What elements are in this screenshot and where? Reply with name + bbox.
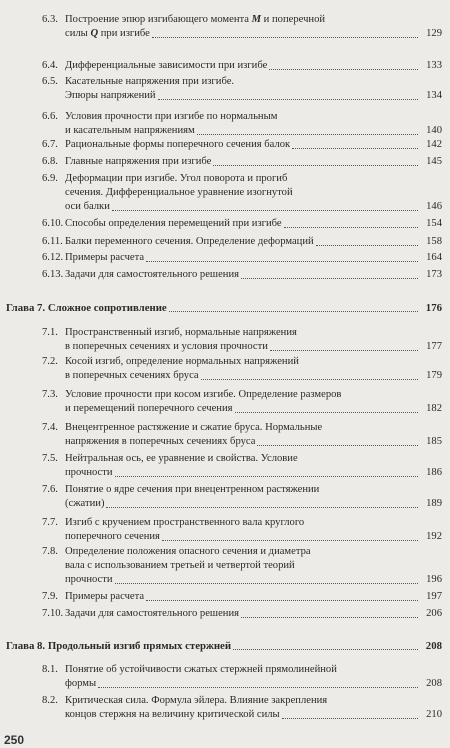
dot-leader (162, 540, 418, 541)
toc-entry-number: 7.3. (42, 389, 58, 400)
dot-leader (284, 227, 418, 228)
toc-entry-title: Определение положения опасного сечения и диаметра (65, 546, 311, 557)
dot-leader (152, 37, 418, 38)
toc-entry-title: Косой изгиб, определение нормальных напряжений (65, 356, 299, 367)
toc-page-number: 196 (426, 574, 442, 585)
toc-entry-number: 6.13. (42, 269, 64, 280)
toc-entry-title: Балки переменного сечения. Определение деформаций (65, 236, 314, 247)
dot-leader (270, 350, 418, 351)
toc-page-number: 192 (426, 531, 442, 542)
dot-leader (201, 379, 418, 380)
toc-entry-title: оси балки (65, 201, 110, 212)
toc-entry-title: Внецентренное растяжение и сжатие бруса. Нормальные (65, 422, 323, 433)
page-number: 250 (4, 733, 25, 747)
dot-leader (115, 583, 418, 584)
toc-entry-title: Глава 7. Сложное сопротивление (6, 302, 167, 314)
toc-entry-title: Главные напряжения при изгибе (65, 156, 212, 167)
dot-leader (98, 687, 418, 688)
toc-entry-title: формы (65, 678, 97, 689)
toc-page-number: 164 (426, 252, 442, 263)
dot-leader (292, 148, 418, 149)
toc-entry-title: Условия прочности при изгибе по нормальным (65, 111, 278, 122)
toc-entry-title: Примеры расчета (65, 252, 145, 263)
toc-page-number: 134 (426, 90, 442, 101)
dot-leader (197, 134, 418, 135)
toc-entry-number: 7.9. (42, 591, 58, 602)
dot-leader (257, 445, 418, 446)
toc-entry-title: Изгиб с кручением пространственного вала круглого (65, 517, 305, 528)
toc-entry-title: концов стержня на величину критической силы (65, 709, 280, 720)
toc-page-number: 179 (426, 370, 442, 381)
toc-entry-title: силы Q при изгибе (65, 28, 150, 39)
dot-leader (316, 245, 418, 246)
toc-entry-number: 6.7. (42, 139, 58, 150)
dot-leader (169, 311, 418, 312)
toc-entry-number: 6.5. (42, 76, 58, 87)
toc-entry-title: поперечного сечения (65, 531, 160, 542)
toc-entry-number: 6.6. (42, 111, 58, 122)
toc-entry-title: Примеры расчета (65, 591, 145, 602)
toc-entry-title: Условие прочности при косом изгибе. Определение размеров (65, 389, 342, 400)
toc-entry-title: Пространственный изгиб, нормальные напряжения (65, 327, 297, 338)
toc-entry-title: вала с использованием третьей и четвертой теорий (65, 560, 295, 571)
dot-leader (235, 412, 418, 413)
dot-leader (146, 600, 418, 601)
toc-entry-title: прочности (65, 574, 113, 585)
toc-page-number: 186 (426, 467, 442, 478)
toc-entry-title: (сжатии) (65, 498, 105, 509)
toc-entry-number: 7.5. (42, 453, 58, 464)
toc-page-number: 177 (426, 341, 442, 352)
dot-leader (213, 165, 418, 166)
toc-entry-title: Дифференциальные зависимости при изгибе (65, 60, 268, 71)
toc-entry-number: 7.7. (42, 517, 58, 528)
toc-page-number: 208 (426, 678, 442, 689)
toc-entry-title: Способы определения перемещений при изгибе (65, 218, 282, 229)
toc-entry-title: Деформации при изгибе. Угол поворота и прогиб (65, 173, 288, 184)
toc-page-number: 206 (426, 608, 442, 619)
dot-leader (241, 278, 418, 279)
toc-entry-number: 6.9. (42, 173, 58, 184)
dot-leader (269, 69, 418, 70)
toc-page-number: 145 (426, 156, 442, 167)
toc-entry-title: и перемещений поперечного сечения (65, 403, 233, 414)
toc-page-number: 176 (425, 302, 442, 314)
toc-page-number: 129 (426, 28, 442, 39)
toc-page-number: 140 (426, 125, 442, 136)
toc-entry-number: 7.6. (42, 484, 58, 495)
toc-page-number: 208 (425, 640, 442, 652)
toc-page-number: 133 (426, 60, 442, 71)
toc-entry-title: Критическая сила. Формула эйлера. Влияние закрепления (65, 695, 328, 706)
toc-page-number: 146 (426, 201, 442, 212)
toc-entry-number: 7.10. (42, 608, 64, 619)
toc-entry-number: 6.11. (42, 236, 63, 247)
dot-leader (106, 507, 418, 508)
toc-entry-number: 6.12. (42, 252, 64, 263)
toc-page-number: 154 (426, 218, 442, 229)
toc-entry-number: 6.4. (42, 60, 58, 71)
toc-entry-title: Нейтральная ось, ее уравнение и свойства. Условие (65, 453, 298, 464)
toc-entry-number: 6.3. (42, 14, 58, 25)
toc-entry-number: 7.1. (42, 327, 58, 338)
toc-entry-title: прочности (65, 467, 113, 478)
toc-entry-number: 8.2. (42, 695, 58, 706)
toc-page-number: 158 (426, 236, 442, 247)
toc-entry-title: в поперечных сечениях и условия прочности (65, 341, 268, 352)
toc-entry-number: 6.8. (42, 156, 58, 167)
toc-page-number: 185 (426, 436, 442, 447)
toc-entry-number: 7.8. (42, 546, 58, 557)
toc-entry-title: Задачи для самостоятельного решения (65, 608, 239, 619)
toc-entry-title: Построение эпюр изгибающего момента M и поперечной (65, 14, 326, 25)
toc-entry-title: сечения. Дифференциальное уравнение изогнутой (65, 187, 293, 198)
toc-page-number: 182 (426, 403, 442, 414)
dot-leader (233, 649, 418, 650)
dot-leader (115, 476, 418, 477)
toc-page-number: 197 (426, 591, 442, 602)
toc-page-number: 189 (426, 498, 442, 509)
toc-entry-title: Рациональные формы поперечного сечения балок (65, 139, 291, 150)
toc-entry-number: 7.4. (42, 422, 58, 433)
toc-entry-title: Глава 8. Продольный изгиб прямых стержней (6, 640, 232, 652)
toc-page-number: 142 (426, 139, 442, 150)
dot-leader (241, 617, 418, 618)
toc-page-number: 210 (426, 709, 442, 720)
toc-entry-title: и касательным напряжениям (65, 125, 195, 136)
dot-leader (282, 718, 418, 719)
dot-leader (158, 99, 418, 100)
toc-entry-title: Касательные напряжения при изгибе. (65, 76, 235, 87)
toc-entry-title: напряжения в поперечных сечениях бруса (65, 436, 256, 447)
toc-entry-title: Понятие о ядре сечения при внецентренном растяжении (65, 484, 320, 495)
toc-entry-title: Задачи для самостоятельного решения (65, 269, 239, 280)
toc-entry-title: Эпюры напряжений (65, 90, 156, 101)
dot-leader (112, 210, 418, 211)
toc-entry-title: в поперечных сечениях бруса (65, 370, 199, 381)
toc-entry-title: Понятие об устойчивости сжатых стержней прямолинейной (65, 664, 337, 675)
toc-entry-number: 6.10. (42, 218, 64, 229)
toc-page-number: 173 (426, 269, 442, 280)
toc-entry-number: 8.1. (42, 664, 58, 675)
toc-entry-number: 7.2. (42, 356, 58, 367)
dot-leader (146, 261, 418, 262)
